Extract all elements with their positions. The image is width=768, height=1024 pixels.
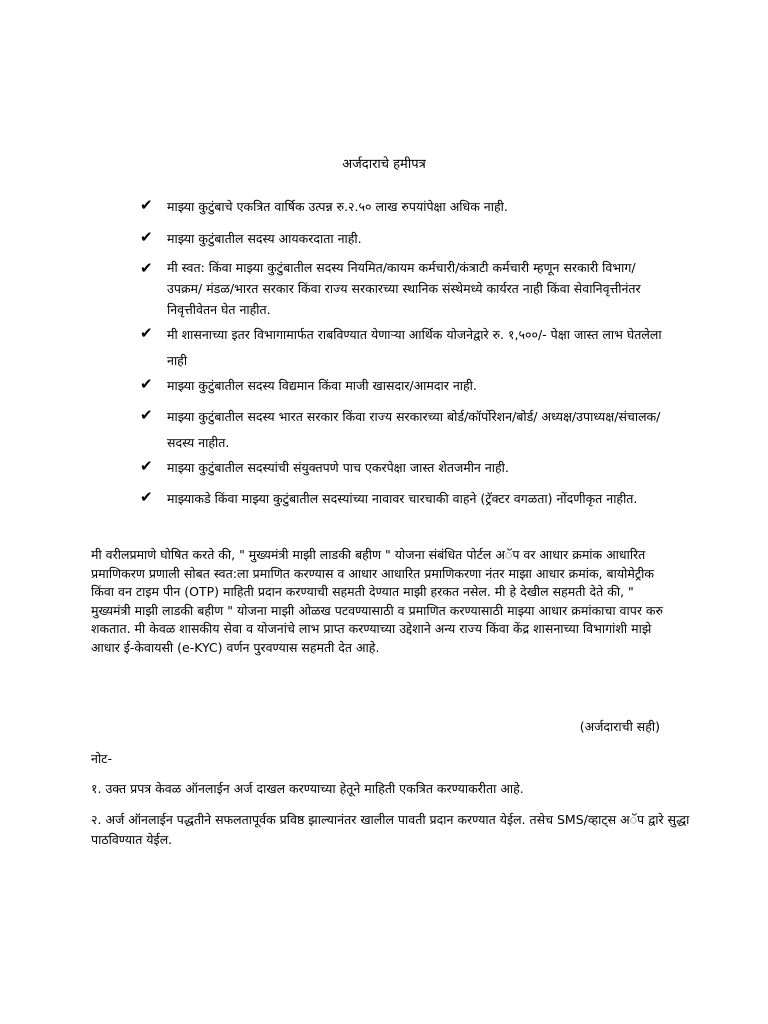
declaration-text: माझ्याकडे किंवा माझ्या कुटुंबातील सदस्यांच्या नावावर चारचाकी वाहने (ट्रॅक्टर वगळता) नोंदणीकृत नाहीत. — [167, 491, 638, 506]
declaration-text: माझ्या कुटुंबाचे एकत्रित वार्षिक उत्पन्न रु.२.५० लाख रुपयांपेक्षा अधिक नाही. — [167, 199, 508, 214]
checkmark-icon: ✔ — [140, 488, 153, 506]
signature-label: (अर्जदाराची सही) — [579, 719, 660, 734]
declaration-text: माझ्या कुटुंबातील सदस्यांची संयुक्तपणे पाच एकरपेक्षा जास्त शेतजमीन नाही. — [167, 460, 509, 475]
checkmark-icon: ✔ — [140, 375, 153, 393]
page-title: अर्जदाराचे हमीपत्र — [342, 157, 426, 172]
checkmark-icon: ✔ — [140, 457, 153, 475]
checkmark-icon: ✔ — [140, 228, 153, 246]
checkmark-icon: ✔ — [140, 406, 153, 424]
declaration-text: मी स्वत: किंवा माझ्या कुटुंबातील सदस्य नियमित/कायम कर्मचारी/कंत्राटी कर्मचारी म्हणून सरकारी विभाग/ उपक्रम/ मंडळ/भारत सरकार किंवा राज्य सरकारच्या स्थानिक संस्थेमध्ये कार्यरत नाही किंवा सेवानिवृत्तीनंतर निवृत्तीवेतन घेत नाहीत. — [167, 260, 641, 317]
declaration-text: माझ्या कुटुंबातील सदस्य भारत सरकार किंवा राज्य सरकारच्या बोर्ड/कॉर्पोरेशन/बोर्ड/ अध्यक्ष/उपाध्यक्ष/संचालक/सदस्य नाहीत. — [167, 409, 661, 450]
declaration-text: माझ्या कुटुंबातील सदस्य विद्यमान किंवा माजी खासदार/आमदार नाही. — [167, 378, 477, 393]
declaration-text: माझ्या कुटुंबातील सदस्य आयकरदाता नाही. — [167, 231, 362, 246]
declaration-text: मी शासनाच्या इतर विभागामार्फत राबविण्यात येणाऱ्या आर्थिक योजनेद्वारे रु. १,५००/- पेक्षा जास्त लाभ घेतलेला नाही — [167, 327, 662, 368]
checkmark-icon: ✔ — [140, 196, 153, 214]
note-item: १. उक्त प्रपत्र केवळ ऑनलाईन अर्ज दाखल करण्याच्या हेतूने माहिती एकत्रित करण्याकरीता आहे. — [91, 781, 524, 796]
checkmark-icon: ✔ — [140, 259, 153, 277]
note-heading: नोट- — [91, 751, 112, 766]
consent-paragraph: मी वरीलप्रमाणे घोषित करते की, " मुख्यमंत्री माझी लाडकी बहीण " योजना संबंधित पोर्टल अॅप वर आधार क्रमांक आधारित प्रमाणिकरण प्रणाली सोबत स्वत:ला प्रमाणित करण्यास व आधार आधारित प्रमाणिकरणा नंतर माझा आधार क्रमांक, बायोमेट्रीक किंवा वन टाइम पीन (OTP) माहिती प्रदान करण्याची सहमती देण्यात माझी हरकत नसेल. मी हे देखील सहमती देते की, " मुख्यमंत्री माझी लाडकी बहीण " योजना माझी ओळख पटवण्यासाठी व प्रमाणित करण्यासाठी माझ्या आधार क्रमांकाचा वापर करु शकतात. मी केवळ शासकीय सेवा व योजनांचे लाभ प्राप्त करण्याच्या उद्देशाने अन्य राज्य किंवा केंद्र शासनाच्या विभागांशी माझे आधार ई-केवायसी (e-KYC) वर्णन पुरवण्यास सहमती देत आहे. — [91, 547, 664, 655]
note-item: २. अर्ज ऑनलाईन पद्धतीने सफलतापूर्वक प्रविष्ठ झाल्यानंतर खालील पावती प्रदान करण्यात येईल. तसेच SMS/व्हाट्स अॅप द्वारे सुद्धा पाठविण्यात येईल. — [91, 812, 690, 847]
checkmark-icon: ✔ — [140, 324, 153, 342]
